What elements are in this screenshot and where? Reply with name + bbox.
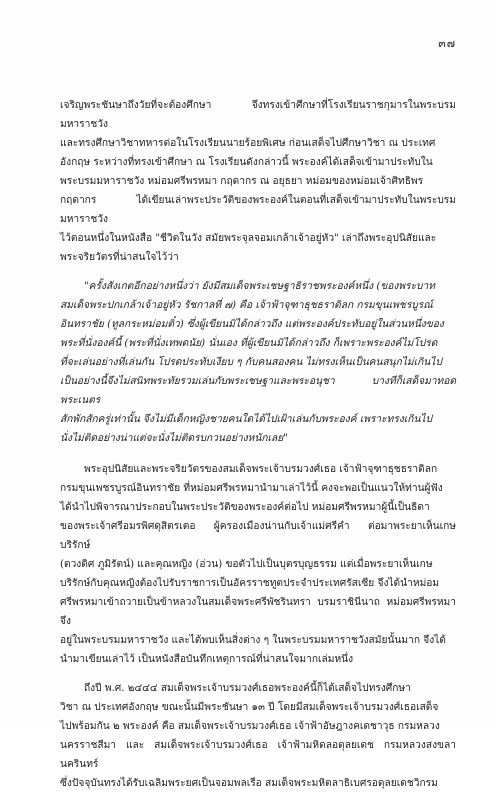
page-number: ๓๗ [438,37,456,50]
paragraph-england-study: ถึงปี พ.ศ. ๒๔๔๔ สมเด็จพระเจ้าบรมวงศ์เธอพระองค์นี้ก็ได้เสด็จไปทรงศึกษา วิชา ณ ประเทศอังกฤษ ขณะนั้นมีพระชันษา ๑๓ ปี โดยมีสมเด็จพระเจ้าบรมวงศ์เธอเสด็จ ไปพร้อมกัน ๒ พระองค์ คือ สมเด็จพระเจ้าบรมวงศ์เธอ เจ้าฟ้าอัษฎางคเดชาวุธ กรมหลวง นครราชสีมา และ สมเด็จพระเจ้าบรมวงศ์เธอ เจ้าฟ้ามหิดลอดุลยเดช กรมหลวงสงขลานครินทร์ ซึ่งปัจจุบันทรงได้รับเฉลิมพระยศเป็นจอมพลเรือ สมเด็จพระมหิตลาธิเบศรอดุลยเดชวิกรม [60,683,456,789]
body-text [60,96,456,793]
block-quote: "ครั้งสังเกตอีกอย่างหนึ่งว่า ยังมีสมเด็จพระเชษฐาธิราชพระองค์หนึ่ง (ของพระบาท สมเด็จพระปกเกล้าเจ้าอยู่หัว รัชกาลที่ ๗) คือ เจ้าฟ้าจุฑาธุชธราดิลก กรมขุนเพชรบูรณ์ อินทราชัย (ทูลกระหม่อมติ๋ว) ซึ่งผู้เขียนมิได้กล่าวถึง แต่พระองค์ประทับอยู่ในส่วนหนึ่งของ พระที่นั่งองค์นี้ (พระที่นั่งเทพดนัย) นั่นเอง ที่ผู้เขียนมิได้กล่าวถึง ก็เพราะพระองค์ไม่โปรด ที่จะเล่นอย่างที่เล่นกัน โปรดประทับเงียบ ๆ กับคนสองคน ไม่ทรงเห็นเป็นคนสนุกไม่เกินไป เป็นอย่างนี้จึงไม่สนิทพระทัยรวมเล่นกับพระเชษฐาและพระอนุชา บางทีก็เสด็จมาทอดพระเนตร สักพักสักครู่เท่านั้น จึงไม่มีเด็กหญิงชายคนใดได้ไปเฝ้าเล่นกับพระองค์ เพราะทรงเกินไป นั่งไม่ติดอย่างน่าแต่จะนั่งไม่ติดรบกวนอย่างหนักเลย" [60,281,456,444]
paragraph-intro: เจริญพระชันษาถึงวัยที่จะต้องศึกษา จึงทรงเข้าศึกษาที่โรงเรียนราชกุมารในพระบรมมหาราชวัง และทรงศึกษาวิชาทหารต่อในโรงเรียนนายร้อยพิเศษ ก่อนเสด็จไปศึกษาวิชา ณ ประเทศ อังกฤษ ระหว่างที่ทรงเข้าศึกษา ณ โรงเรียนดังกล่าวนี้ พระองค์ได้เสด็จเข้ามาประทับใน พระบรมมหาราชวัง หม่อมศรีพรหมา กฤดากร ณ อยุธยา หม่อมของหม่อมเจ้าศิทธิพร กฤดากร ได้เขียนเล่าพระประวัติของพระองค์ในตอนที่เสด็จเข้ามาประทับในพระบรมมหาราชวัง ไว้ตอนหนึ่งในหนังสือ "ชีวิตในวัง สมัยพระจุลจอมเกล้าเจ้าอยู่หัว" เล่าถึงพระอุปนิสัยและ พระจริยวัตรที่น่าสนใจไว้ว่า [60,100,456,263]
paragraph-character: พระอุปนิสัยและพระจริยวัตรของสมเด็จพระเจ้าบรมวงศ์เธอ เจ้าฟ้าจุฑาธุชธราดิลก กรมขุนเพชรบูรณ์อินทราชัย ที่หม่อมศรีพรหมานำมาเล่าไว้นี้ คงจะพอเป็นแนวให้ท่านผู้ฟัง ได้นำไปพิจารณาประกอบในพระประวัติของพระองค์ต่อไป หม่อมศรีพรหมาผู้นี้เป็นธิดา ของพระเจ้าศรีอมรพิศดุสิตรเตอ ผู้ครองเมืองน่านกับเจ้าแม่ศรีคำ ต่อมาพระยาเห็นเกษบริรักษ์ (ดวงดิศ ภูมิรัตน์) และคุณหญิง (อ่วน) ขอตัวไปเป็นบุตรบุญธรรม แต่เมื่อพระยาเห็นเกษ บริรักษ์กับคุณหญิงต้องไปรับราชการเป็นอัครราชทูตประจำประเทศรัสเซีย จึงได้นำหม่อม ศรีพรหมาเข้าถวายเป็นข้าหลวงในสมเด็จพระศรีพัชรินทรา บรมราชินีนาถ หม่อมศรีพรหมาจึง อยู่ในพระบรมมหาราชวัง และได้พบเห็นสิ่งต่าง ๆ ในพระบรมมหาราชวังสมัยนั้นมาก จึงได้ นำมาเขียนเล่าไว้ เป็นหนังสือบันทึกเหตุการณ์ที่น่าสนใจมากเล่มหนึ่ง [60,464,456,665]
